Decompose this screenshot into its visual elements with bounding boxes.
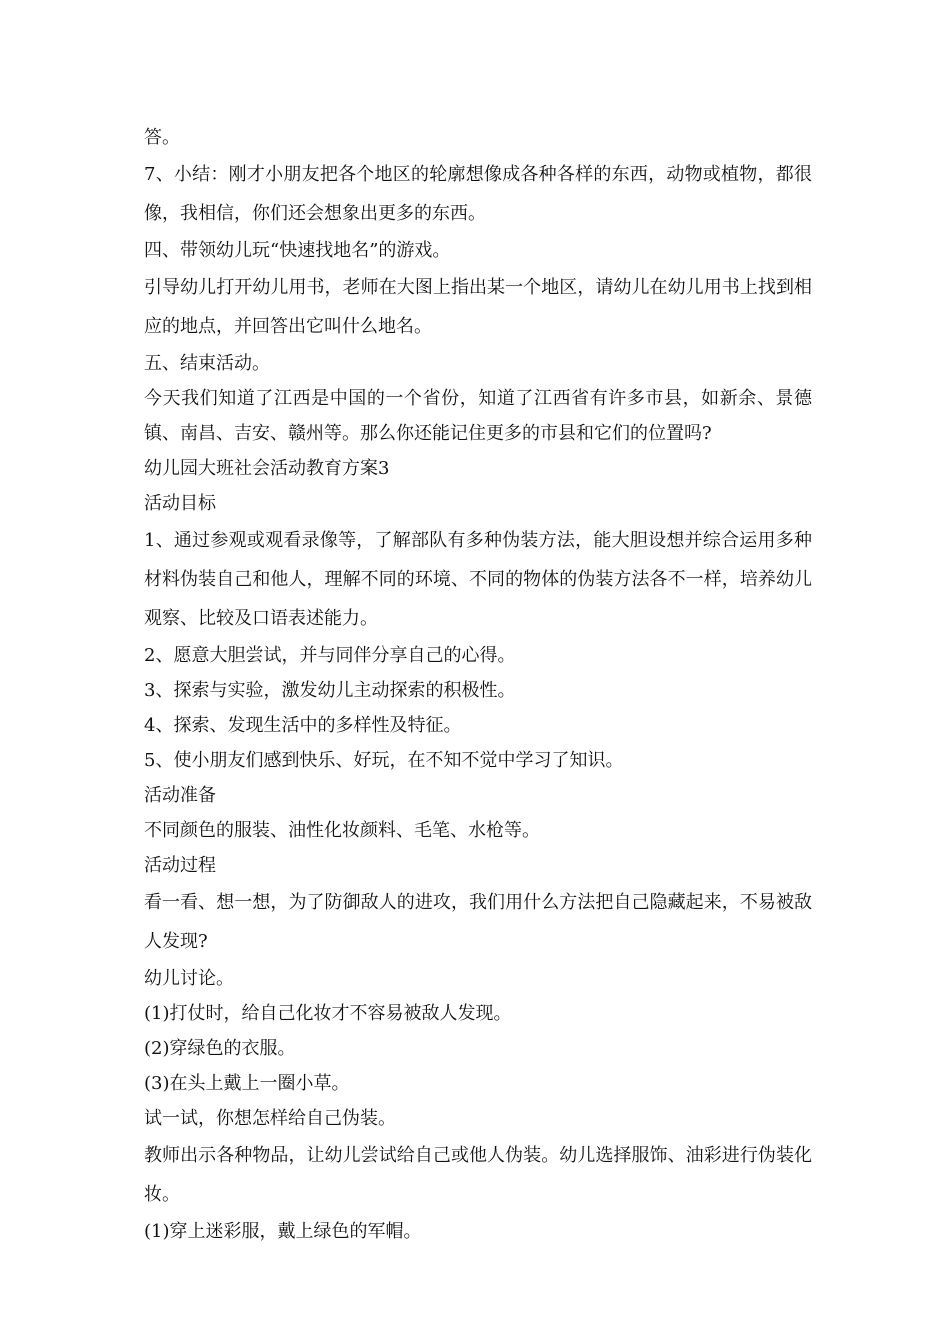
paragraph: 看一看、想一想，为了防御敌人的进攻，我们用什么方法把自己隐藏起来，不易被敌人发现? — [144, 892, 812, 952]
section-heading: 活动目标 — [144, 493, 216, 514]
paragraph: 3、探索与实验，激发幼儿主动探索的积极性。 — [144, 680, 516, 701]
paragraph: (1)穿上迷彩服，戴上绿色的军帽。 — [144, 1221, 422, 1242]
paragraph: 四、带领幼儿玩“快速找地名”的游戏。 — [144, 240, 451, 261]
section-title: 幼儿园大班社会活动教育方案3 — [144, 458, 390, 479]
paragraph: 今天我们知道了江西是中国的一个省份，知道了江西省有许多市县，如新余、景德镇、南昌、吉安、赣州等。那么你还能记住更多的市县和它们的位置吗? — [144, 388, 812, 444]
section-heading: 活动过程 — [144, 855, 216, 876]
paragraph: 4、探索、发现生活中的多样性及特征。 — [144, 715, 462, 736]
section-heading: 活动准备 — [144, 785, 216, 806]
paragraph: (3)在头上戴上一圈小草。 — [144, 1073, 350, 1094]
paragraph: 五、结束活动。 — [144, 353, 270, 374]
paragraph: (1)打仗时，给自己化妆才不容易被敌人发现。 — [144, 1003, 512, 1024]
paragraph: 引导幼儿打开幼儿用书，老师在大图上指出某一个地区，请幼儿在幼儿用书上找到相应的地点，并回答出它叫什么地名。 — [144, 277, 812, 337]
paragraph: 答。 — [144, 127, 180, 148]
paragraph: 不同颜色的服装、油性化妆颜料、毛笔、水枪等。 — [144, 820, 540, 841]
paragraph: 幼儿讨论。 — [144, 968, 234, 989]
document-body — [144, 120, 812, 1249]
paragraph: 教师出示各种物品，让幼儿尝试给自己或他人伪装。幼儿选择服饰、油彩进行伪装化妆。 — [144, 1145, 812, 1205]
paragraph: (2)穿绿色的衣服。 — [144, 1038, 296, 1059]
paragraph: 2、愿意大胆尝试，并与同伴分享自己的心得。 — [144, 645, 516, 666]
paragraph: 5、使小朋友们感到快乐、好玩，在不知不觉中学习了知识。 — [144, 750, 624, 771]
paragraph: 试一试，你想怎样给自己伪装。 — [144, 1108, 396, 1129]
paragraph: 7、小结：刚才小朋友把各个地区的轮廓想像成各种各样的东西，动物或植物，都很像，我相信，你们还会想象出更多的东西。 — [144, 164, 812, 224]
paragraph: 1、通过参观或观看录像等，了解部队有多种伪装方法，能大胆设想并综合运用多种材料伪装自己和他人，理解不同的环境、不同的物体的伪装方法各不一样，培养幼儿观察、比较及口语表述能力。 — [144, 530, 812, 629]
